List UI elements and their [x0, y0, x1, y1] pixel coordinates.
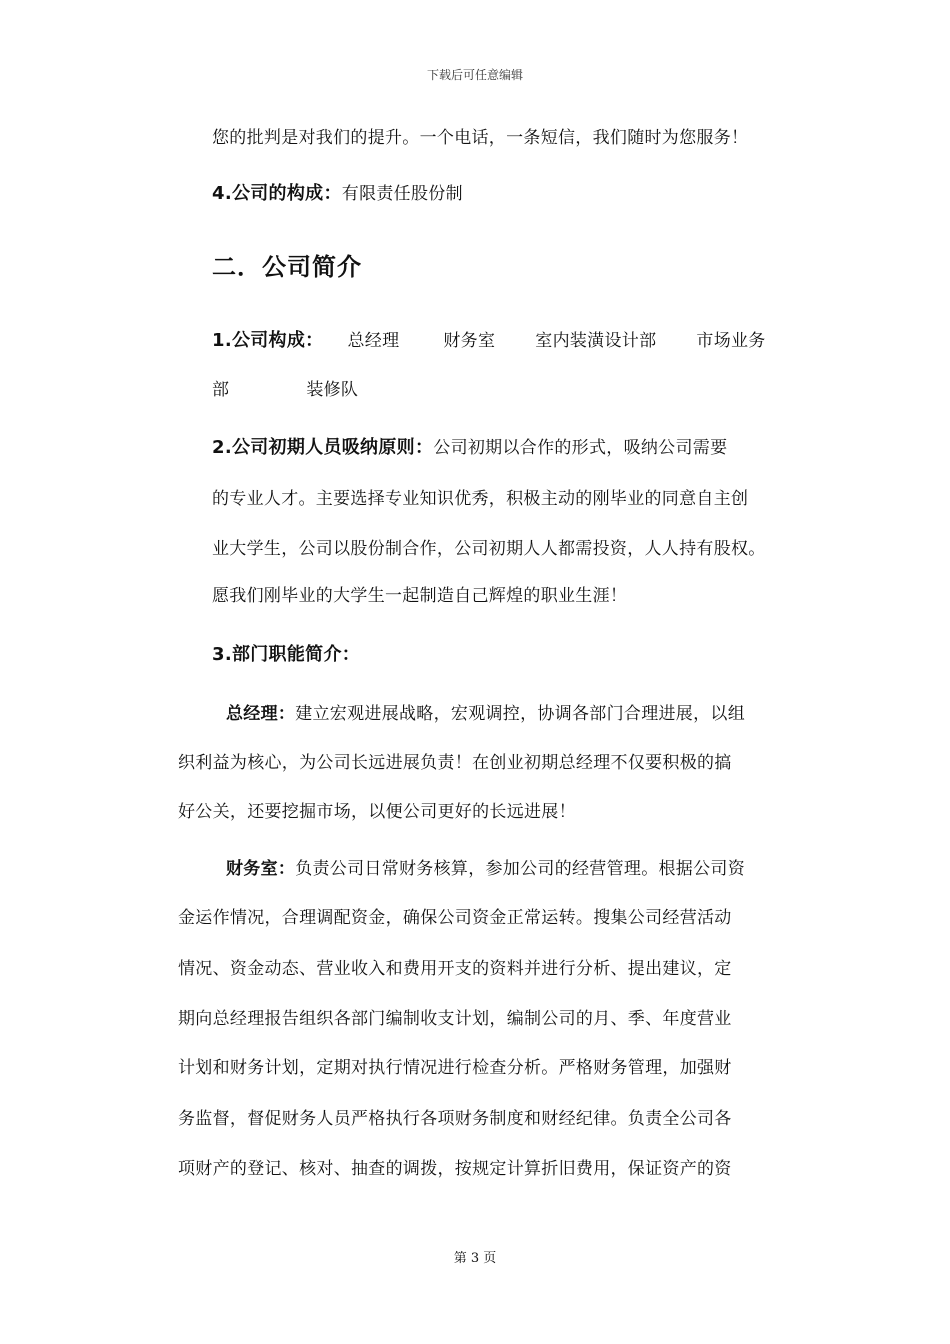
composition-line-2 — [212, 378, 358, 402]
gm-label: 总经理： — [226, 704, 296, 724]
section-4-label: 4.公司的构成： — [212, 183, 342, 204]
gm-line-2: 织利益为核心，为公司长远进展负责！在创业初期总经理不仅要积极的搞 — [178, 753, 732, 773]
composition-item-market-cont: 部 — [212, 380, 230, 400]
principle-label: 2.公司初期人员吸纳原则： — [212, 437, 434, 458]
principle-text-1: 公司初期以合作的形式，吸纳公司需要 — [433, 438, 728, 458]
department-functions-heading: 3.部门职能简介： — [212, 644, 361, 665]
finance-line-1 — [226, 857, 745, 881]
finance-line-4: 期向总经理报告组织各部门编制收支计划，编制公司的月、季、年度营业 — [178, 1009, 732, 1029]
finance-line-7: 项财产的登记、核对、抽查的调拨，按规定计算折旧费用，保证资产的资 — [178, 1159, 732, 1179]
section-4-line — [212, 182, 463, 206]
section-heading-company-intro: 二．公司简介 — [212, 253, 362, 281]
page-footer-number: 第 3 页 — [453, 1251, 497, 1266]
finance-line-3: 情况、资金动态、营业收入和费用开支的资料并进行分析、提出建议，定 — [178, 959, 732, 979]
finance-line-2: 金运作情况，合理调配资金，确保公司资金正常运转。搜集公司经营活动 — [178, 908, 732, 928]
composition-item-finance: 财务室 — [443, 331, 496, 351]
composition-item-crew: 装修队 — [306, 380, 359, 400]
finance-line-6: 务监督，督促财务人员严格执行各项财务制度和财经纪律。负责全公司各 — [178, 1109, 732, 1129]
gm-text-1: 建立宏观进展战略，宏观调控，协调各部门合理进展，以组 — [295, 704, 746, 724]
paragraph-intro-end: 您的批判是对我们的提升。一个电话，一条短信，我们随时为您服务！ — [212, 128, 749, 148]
page-header-note: 下载后可任意编辑 — [426, 68, 523, 82]
composition-item-market: 市场业务 — [696, 331, 766, 351]
finance-label: 财务室： — [226, 859, 296, 879]
composition-label: 1.公司构成： — [212, 330, 324, 351]
principle-line-3: 业大学生，公司以股份制合作，公司初期人人都需投资，人人持有股权。 — [212, 539, 766, 559]
gm-line-3: 好公关，还要挖掘市场，以便公司更好的长远进展！ — [178, 802, 576, 822]
composition-item-design: 室内装潢设计部 — [535, 331, 657, 351]
finance-line-5: 计划和财务计划，定期对执行情况进行检查分析。严格财务管理，加强财 — [178, 1058, 732, 1078]
finance-text-1: 负责公司日常财务核算，参加公司的经营管理。根据公司资 — [295, 859, 746, 879]
principle-line-1 — [212, 436, 727, 460]
section-4-value: 有限责任股份制 — [341, 184, 463, 204]
composition-item-gm: 总经理 — [347, 331, 400, 351]
principle-line-2: 的专业人才。主要选择专业知识优秀，积极主动的刚毕业的同意自主创 — [212, 489, 749, 509]
principle-line-4: 愿我们刚毕业的大学生一起制造自己辉煌的职业生涯！ — [212, 586, 628, 606]
gm-line-1 — [226, 702, 745, 726]
composition-line-1 — [212, 329, 766, 353]
